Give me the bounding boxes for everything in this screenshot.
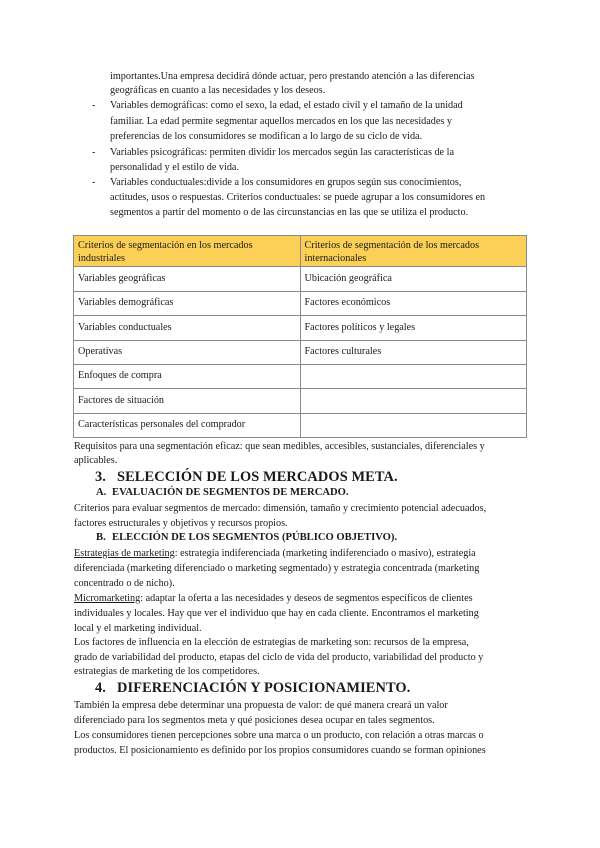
requisitos-line-1: Requisitos para una segmentación eficaz: que sean medibles, accesibles, sustanciales, diferenciales y [74, 441, 485, 452]
table-cell: Factores culturales [300, 340, 527, 364]
table-cell: Variables demográficas [74, 291, 301, 315]
table-row [74, 316, 527, 340]
table-row [74, 340, 527, 364]
table-row [74, 364, 527, 388]
bullet-demograficas-line-3: preferencias de los consumidores se modifican a lo largo de su ciclo de vida. [110, 131, 423, 142]
table-row [74, 413, 527, 437]
subsection-a-title: EVALUACIÓN DE SEGMENTOS DE MERCADO. [112, 487, 349, 498]
section-3-heading [95, 469, 398, 486]
evaluacion-line-2: factores estructurales y objetivos y recursos propios. [74, 518, 288, 529]
intro-line-1: importantes.Una empresa decidirá dónde actuar, pero prestando atención a las diferencias [110, 71, 475, 82]
subsection-a-letter: A. [96, 487, 107, 498]
requisitos-line-2: aplicables. [74, 455, 118, 466]
section-4-line-2: diferenciado para los segmentos meta y qué posiciones desea ocupar en tales segmentos. [74, 715, 435, 726]
factores-line-3: estrategias de marketing de los competidores. [74, 666, 260, 677]
section-4-line-4: productos. El posicionamiento es definido por los propios consumidores cuando se forman opiniones [74, 745, 486, 756]
bullet-demograficas-line-1: Variables demográficas: como el sexo, la edad, el estado civil y el tamaño de la unidad [110, 100, 463, 111]
table-cell [300, 389, 527, 413]
table-row [74, 389, 527, 413]
bullet-marker: - [92, 177, 96, 188]
estrategias-line-1 [74, 547, 476, 561]
micromarketing-line-1 [74, 592, 473, 606]
factores-line-1: Los factores de influencia en la elección de estrategias de marketing son: recursos de la empresa, [74, 637, 469, 648]
section-3-title: SELECCIÓN DE LOS MERCADOS META. [117, 469, 398, 485]
micromarketing-line-2: individuales y locales. Hay que ver el individuo que hay en cada cliente. Encontramos el marketing [74, 608, 479, 619]
table-cell: Variables conductuales [74, 316, 301, 340]
section-4-heading [95, 680, 410, 697]
micromarketing-term: Micromarketing [74, 593, 141, 604]
micromarketing-line-3: local y el marketing individual. [74, 623, 202, 634]
bullet-marker: - [92, 147, 96, 158]
micromarketing-definition: : adaptar la oferta a las necesidades y deseos de segmentos específicos de clientes [140, 593, 473, 604]
table-cell: Factores políticos y legales [300, 316, 527, 340]
table-cell: Factores de situación [74, 389, 301, 413]
estrategias-definition: : estrategia indiferenciada (marketing indiferenciado o masivo), estrategia [174, 548, 476, 559]
header-industriales: Criterios de segmentación en los mercados industriales [74, 236, 301, 267]
section-4-line-1: También la empresa debe determinar una propuesta de valor: de qué manera creará un valor [74, 700, 448, 711]
estrategias-line-2: diferenciada (marketing diferenciado o marketing segmentado) y estrategia concentrada (marketing [74, 563, 480, 574]
section-4-number: 4. [95, 680, 106, 696]
subsection-b-title: ELECCIÓN DE LOS SEGMENTOS (PÚBLICO OBJETIVO). [112, 532, 398, 543]
segmentation-criteria-table [73, 235, 527, 438]
table-cell: Características personales del comprador [74, 413, 301, 437]
bullet-marker: - [92, 100, 96, 111]
bullet-conductuales-line-1: Variables conductuales:divide a los consumidores en grupos según sus conocimientos, [110, 177, 462, 188]
table-cell [300, 413, 527, 437]
table-header-row [74, 236, 527, 267]
estrategias-term: Estrategias de marketing [74, 548, 175, 559]
header-internacionales: Criterios de segmentación de los mercados internacionales [300, 236, 527, 267]
section-4-title: DIFERENCIACIÓN Y POSICIONAMIENTO. [117, 680, 411, 696]
table-cell: Ubicación geográfica [300, 267, 527, 291]
section-4-line-3: Los consumidores tienen percepciones sobre una marca o un producto, con relación a otras marcas o [74, 730, 484, 741]
bullet-demograficas-line-2: familiar. La edad permite segmentar aquellos mercados en los que las necesidades y [110, 116, 453, 127]
section-3-number: 3. [95, 469, 106, 485]
bullet-psicograficas-line-1: Variables psicográficas: permiten dividir los mercados según las características de la [110, 147, 454, 158]
table-row [74, 267, 527, 291]
evaluacion-line-1: Criterios para evaluar segmentos de mercado: dimensión, tamaño y crecimiento potencial adecuados, [74, 503, 487, 514]
intro-line-2: geográficas en cuanto a las necesidades y los deseos. [110, 85, 326, 96]
subsection-a-heading [96, 487, 349, 498]
table-cell: Operativas [74, 340, 301, 364]
subsection-b-letter: B. [96, 532, 106, 543]
estrategias-line-3: concentrado o de nicho). [74, 578, 175, 589]
table-cell: Factores económicos [300, 291, 527, 315]
table-cell: Enfoques de compra [74, 364, 301, 388]
table-cell: Variables geográficas [74, 267, 301, 291]
bullet-psicograficas-line-2: personalidad y el estilo de vida. [110, 162, 240, 173]
bullet-conductuales-line-2: actitudes, usos o respuestas. Criterios conductuales: se puede agrupar a los consumidores en [110, 192, 486, 203]
table-row [74, 291, 527, 315]
factores-line-2: grado de variabilidad del producto, etapas del ciclo de vida del producto, variabilidad del producto y [74, 652, 484, 663]
table-cell [300, 364, 527, 388]
bullet-conductuales-line-3: segmentos a partir del momento o de las circunstancias en las que se utiliza el producto. [110, 207, 469, 218]
subsection-b-heading [96, 532, 397, 543]
